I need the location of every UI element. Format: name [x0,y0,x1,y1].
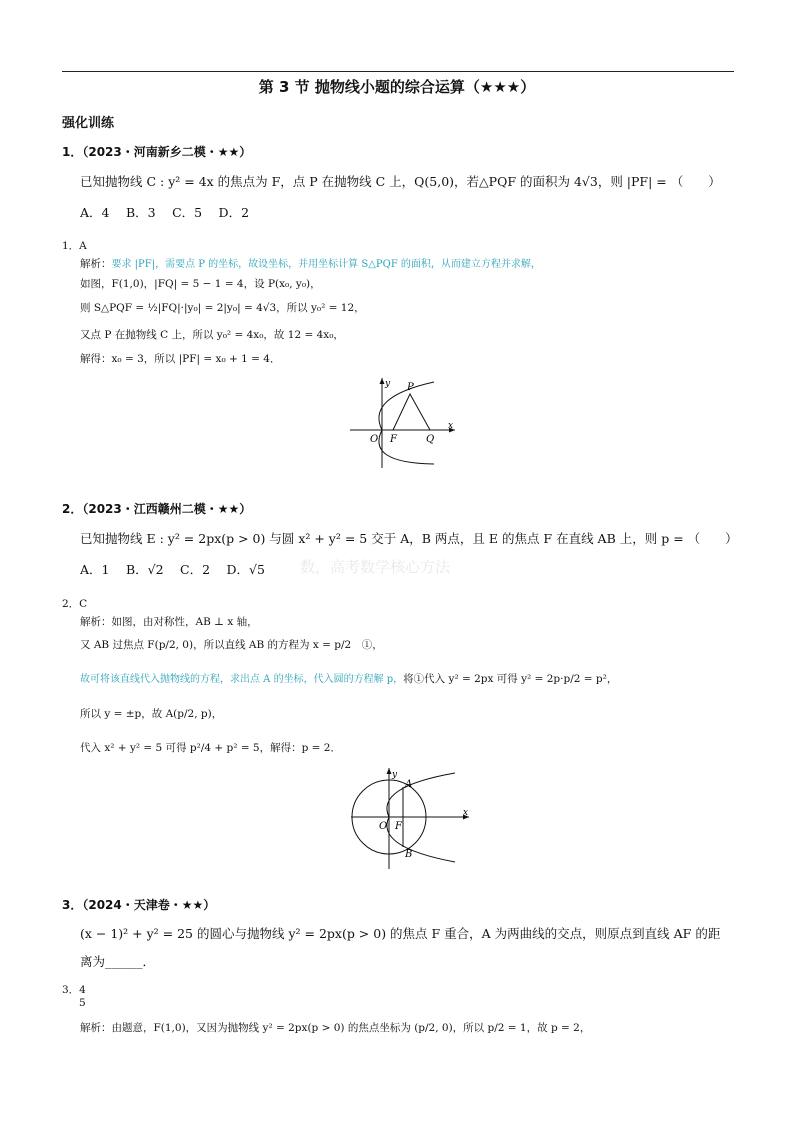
fig2-label-x: x [463,808,469,818]
figure-1-parabola [330,372,460,472]
a1-line3: 又点 P 在抛物线 C 上，所以 y₀² = 4x₀，故 12 = 4x₀， [80,329,344,341]
q3-stem-line1: (x − 1)² + y² = 25 的圆心与抛物线 y² = 2px(p > 0) 的焦点 F 重合，A 为两曲线的交点，则原点到直线 AF 的距 [80,926,721,941]
a1-hint-line [80,255,541,271]
fig2-label-f: F [395,821,402,832]
fig2-label-y: y [392,770,398,780]
a2-line2: 又 AB 过焦点 F(p/2, 0)，所以直线 AB 的方程为 x = p/2 ①， [80,639,383,651]
q2-stem: 已知抛物线 E : y² = 2px(p > 0) 与圆 x² + y² = 5 交于 A，B 两点，且 E 的焦点 F 在直线 AB 上，则 p = （ ） [80,531,738,546]
a2-line5: 代入 x² + y² = 5 可得 p²/4 + p² = 5，解得：p = 2． [80,742,341,754]
fig1-y-arrow [380,378,385,384]
figure-2-circle-parabola [345,765,475,873]
a2-hint: 故可将该直线代入抛物线的方程，求出点 A 的坐标，代入圆的方程解 p， [80,674,404,685]
q1-header: 1．（2023・河南新乡二模・★★） [62,145,252,159]
a3-answer-numerator: 3．4 [62,984,86,996]
a1-line4: 解得：x₀ = 3，所以 |PF| = x₀ + 1 = 4． [80,353,281,365]
a1-hint-label: 解析： [80,258,112,270]
fig1-triangle-pqf [393,394,430,430]
q2-header: 2．（2023・江西赣州二模・★★） [62,502,252,516]
a1-line2: 则 S△PQF = ½|FQ|·|y₀| = 2|y₀| = 4√3，所以 y₀² = 12， [80,302,365,314]
header-rule [62,71,734,72]
a2-hint-line [80,670,617,686]
q2-options: A．1 B．√2 C．2 D．√5 [80,562,265,577]
a3-line1: 解析：由题意，F(1,0)，又因为抛物线 y² = 2px(p > 0) 的焦点坐标为 (p/2, 0)，所以 p/2 = 1，故 p = 2， [80,1022,591,1034]
fig2-label-a: A [405,779,413,790]
a1-answer: 1．A [62,240,87,252]
a1-hint: 要求 |PF|，需要点 P 的坐标，故设坐标，并用坐标计算 S△PQF 的面积，从而建立方程并求解， [111,259,541,270]
fig1-label-y: y [385,379,391,389]
a2-answer: 2．C [62,598,88,610]
fig2-y-arrow [387,768,392,774]
fig1-label-q: Q [426,434,435,445]
fig1-label-f: F [390,434,397,445]
a2-line1: 解析：如图，由对称性，AB ⊥ x 轴， [80,616,258,628]
q3-stem-line2: 离为______． [80,954,156,969]
fig2-label-o: O [379,821,388,832]
fig1-label-o: O [370,434,379,445]
a2-line3: 将①代入 y² = 2px 可得 y² = 2p·p/2 = p²， [403,673,618,685]
section-heading: 强化训练 [62,116,115,131]
q1-options: A．4 B．3 C．5 D．2 [80,205,250,220]
page-title: 第 3 节 抛物线小题的综合运算（★★★） [258,78,536,96]
q3-header: 3．（2024・天津卷・★★） [62,898,216,912]
fig1-label-x: x [448,421,454,431]
a2-line4: 所以 y = ±p，故 A(p/2, p)， [80,708,223,720]
watermark-text: 数，高考数学核心方法 [300,558,451,576]
fig1-label-p: P [407,382,414,393]
q1-stem: 已知抛物线 C : y² = 4x 的焦点为 F，点 P 在抛物线 C 上，Q(5,0)，若△PQF 的面积为 4√3，则 |PF| = （ ） [80,174,721,189]
a3-answer-denominator: 5 [79,997,86,1009]
a1-line1: 如图，F(1,0)，|FQ| = 5 − 1 = 4，设 P(x₀, y₀)， [80,278,321,290]
fig2-label-b: B [405,849,413,860]
